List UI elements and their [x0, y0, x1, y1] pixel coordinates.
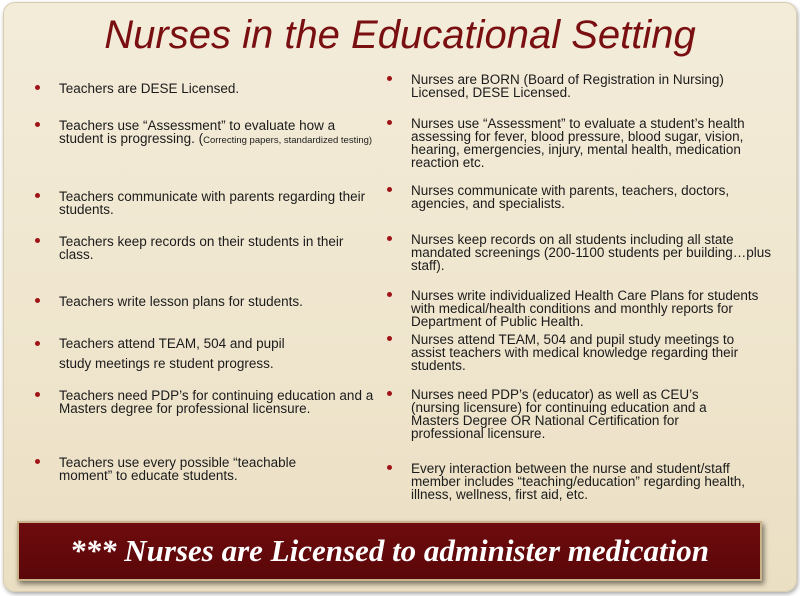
bullet-icon	[387, 120, 392, 125]
bullet-icon	[387, 465, 392, 470]
list-item: Nurses use “Assessment” to evaluate a student’s health assessing for fever, blood pressure, blood sugar, vision, hearing, emergencies, injury, mental health, medication reaction etc.	[411, 117, 771, 169]
list-item: Nurses write individualized Health Care Plans for students with medical/health conditions and monthly reports for Department of Public Health.	[411, 289, 761, 328]
bullet-icon	[387, 76, 392, 81]
banner	[17, 521, 762, 581]
bullet-icon	[387, 236, 392, 241]
list-item: Nurses communicate with parents, teachers, doctors, agencies, and specialists.	[411, 184, 761, 210]
bullet-icon	[35, 122, 40, 127]
bullet-icon	[35, 193, 40, 198]
bullet-icon	[35, 459, 40, 464]
bullet-icon	[387, 336, 392, 341]
list-item: Teachers need PDP’s for continuing education and a Masters degree for professional licensure.	[59, 389, 377, 415]
bullet-icon	[35, 85, 40, 90]
list-item: Teachers are DESE Licensed.	[59, 82, 369, 95]
list-item: Teachers use every possible “teachable moment” to educate students.	[59, 456, 329, 482]
list-item: Nurses need PDP’s (educator) as well as CEU’s (nursing licensure) for continuing education and a Masters Degree OR National Certification for professional licensure.	[411, 388, 741, 440]
bullet-icon	[35, 298, 40, 303]
slide	[3, 2, 797, 592]
list-item: Nurses are BORN (Board of Registration in Nursing) Licensed, DESE Licensed.	[411, 73, 756, 99]
banner-text: *** Nurses are Licensed to administer medication	[70, 533, 709, 568]
list-item: Nurses attend TEAM, 504 and pupil study meetings to assist teachers with medical knowledge regarding their students.	[411, 333, 766, 372]
slide-title: Nurses in the Educational Setting	[104, 13, 696, 57]
list-item: Teachers use “Assessment” to evaluate how a student is progressing. (Correcting papers, standardized testing)	[59, 119, 377, 147]
list-item: Teachers keep records on their students in their class.	[59, 235, 379, 261]
bullet-icon	[35, 238, 40, 243]
bullet-icon	[35, 341, 40, 346]
list-item: Teachers write lesson plans for students.	[59, 295, 369, 308]
bullet-icon	[35, 392, 40, 397]
bullet-icon	[387, 187, 392, 192]
list-item: Nurses keep records on all students including all state mandated screenings (200-1100 students per building…plus staff).	[411, 233, 776, 272]
bullet-icon	[387, 292, 392, 297]
list-item: Teachers communicate with parents regarding their students.	[59, 190, 369, 216]
list-item: Every interaction between the nurse and student/staff member includes “teaching/education” regarding health, illness, wellness, first aid, etc.	[411, 462, 761, 501]
list-item: Teachers attend TEAM, 504 and pupil study meetings re student progress.	[59, 334, 307, 374]
bullet-icon	[387, 391, 392, 396]
